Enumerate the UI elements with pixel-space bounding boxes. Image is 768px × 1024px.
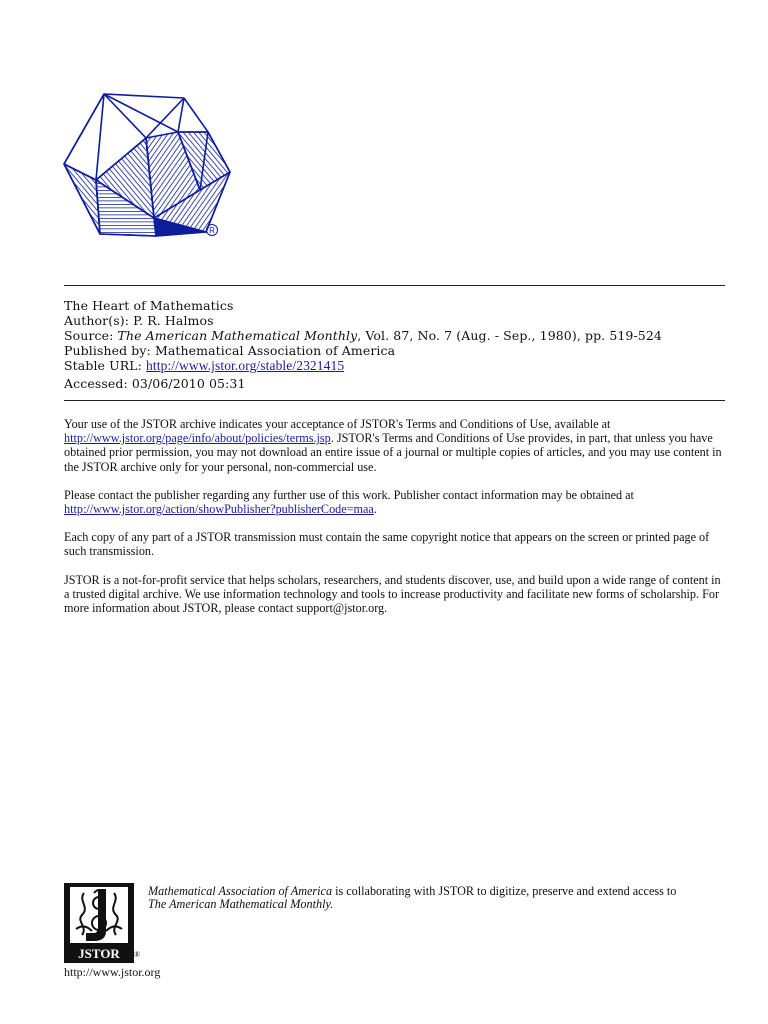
terms-paragraph-4: JSTOR is a not-for-profit service that helps scholars, researchers, and students discover, use, and build upon a wide range of content in a trusted digital archive. We use information technology and tools to increase productivity and facilitate new forms of scholarship. For more information about JSTOR, please contact support@jstor.org. [64,572,721,616]
publisher-line: Published by: Mathematical Association of America [64,343,396,358]
citation-block [64,298,744,391]
top-rule [64,285,725,286]
accessed-line: Accessed: 03/06/2010 05:31 [64,376,246,391]
terms-notice [64,417,724,629]
jstor-wordmark: JSTOR [78,946,120,961]
maa-icosahedron-logo [60,92,232,240]
jstor-logo [64,883,134,963]
article-title: The Heart of Mathematics [64,298,234,313]
terms-link[interactable]: http://www.jstor.org/page/info/about/policies/terms.jsp [64,431,331,446]
terms-paragraph-1: Your use of the JSTOR archive indicates your acceptance of JSTOR's Terms and Conditions of Use, available at http://www.jstor.org/page/info/about/policies/terms.jsp. JSTOR's Terms and Conditions of Use provides, in part, that unless you have obtained prior permission, you may not download an entire issue of a journal or multiple copies of articles, and you may use content in the JSTOR archive only for your personal, non-commercial use. [64,417,722,474]
terms-paragraph-3: Each copy of any part of a JSTOR transmission must contain the same copyright notice that appears on the screen or printed page of such transmission. [64,530,710,559]
stable-url-link[interactable]: http://www.jstor.org/stable/2321415 [146,358,345,373]
jstor-registered-mark: ® [134,950,141,959]
publisher-contact-link[interactable]: http://www.jstor.org/action/showPublisher?publisherCode=maa [64,502,374,517]
terms-paragraph-2: Please contact the publisher regarding any further use of this work. Publisher contact information may be obtained at http://www.jstor.org/action/showPublisher?publisherCode=maa. [64,487,634,517]
source-line: Source: The American Mathematical Monthly, Vol. 87, No. 7 (Aug. - Sep., 1980), pp. 519-524 [64,328,662,343]
svg-text:R: R [209,226,215,235]
authors-line: Author(s): P. R. Halmos [64,313,214,328]
collaboration-notice: Mathematical Association of America is collaborating with JSTOR to digitize, preserve and extend access to The American Mathematical Monthly. [148,884,677,911]
jstor-home-url[interactable]: http://www.jstor.org [64,965,161,979]
middle-rule [64,400,725,401]
stable-url-line: Stable URL: http://www.jstor.org/stable/2321415 [64,358,345,373]
